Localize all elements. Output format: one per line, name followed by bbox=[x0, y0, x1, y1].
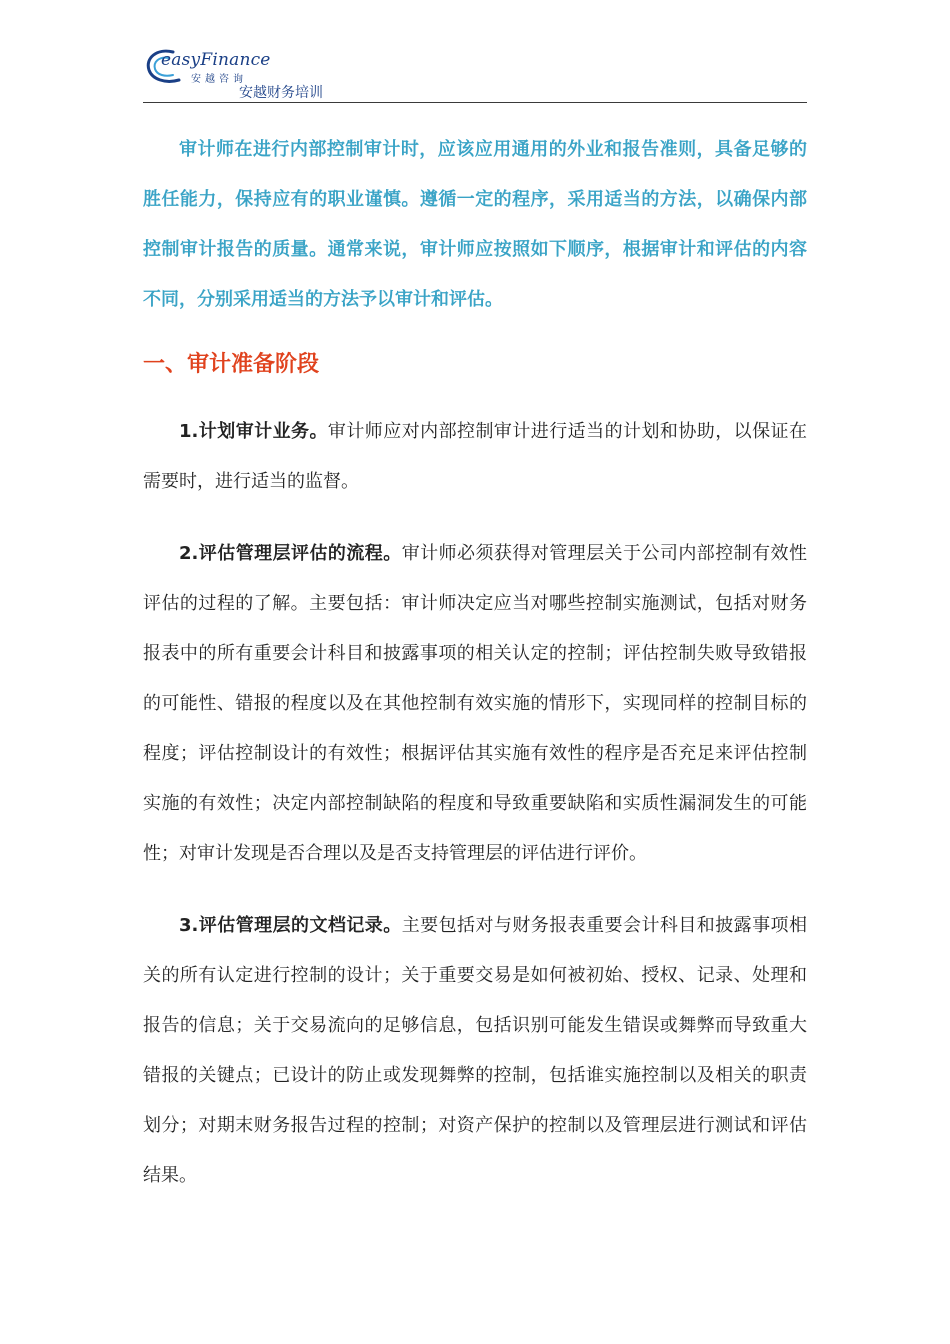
intro-paragraph: 审计师在进行内部控制审计时，应该应用通用的外业和报告准则，具备足够的胜任能力，保持应有的职业谨慎。遵循一定的程序，采用适当的方法，以确保内部控制审计报告的质量。通常来说，审计师应按照如下顺序，根据审计和评估的内容不同，分别采用适当的方法予以审计和评估。 bbox=[143, 139, 807, 310]
item-heading-1: 1.计划审计业务。 bbox=[179, 421, 328, 442]
item-paragraph-1 bbox=[143, 407, 807, 507]
document-body bbox=[143, 125, 807, 1201]
header-divider bbox=[143, 102, 807, 103]
item-text-1: 审计师应对内部控制审计进行适当的计划和协助，以保证在需要时，进行适当的监督。 bbox=[143, 421, 807, 492]
item-text-2: 审计师必须获得对管理层关于公司内部控制有效性评估的过程的了解。主要包括：审计师决定应当对哪些控制实施测试，包括对财务报表中的所有重要会计科目和披露事项的相关认定的控制；评估控制失败导致错报的可能性、错报的程度以及在其他控制有效实施的情形下，实现同样的控制目标的程度；评估控制设计的有效性；根据评估其实施有效性的程序是否充足来评估控制实施的有效性；决定内部控制缺陷的程度和导致重要缺陷和实质性漏洞发生的可能性；对审计发现是否合理以及是否支持管理层的评估进行评价。 bbox=[143, 543, 807, 864]
brand-cn-name: 安越咨询 bbox=[191, 74, 247, 85]
item-paragraph-2 bbox=[143, 529, 807, 879]
item-paragraph-3 bbox=[143, 901, 807, 1201]
item-heading-3: 3.评估管理层的文档记录。 bbox=[179, 915, 402, 936]
section-title: 一、审计准备阶段 bbox=[143, 352, 320, 377]
header-subtitle: 安越财务培训 bbox=[239, 85, 323, 101]
brand-name: easyFinance bbox=[161, 50, 271, 70]
item-text-3: 主要包括对与财务报表重要会计科目和披露事项相关的所有认定进行控制的设计；关于重要交易是如何被初始、授权、记录、处理和报告的信息；关于交易流向的足够信息，包括识别可能发生错误或舞弊而导致重大错报的关键点；已设计的防止或发现舞弊的控制，包括谁实施控制以及相关的职责划分；对期末财务报告过程的控制；对资产保护的控制以及管理层进行测试和评估结果。 bbox=[143, 915, 807, 1186]
item-heading-2: 2.评估管理层评估的流程。 bbox=[179, 543, 402, 564]
page-header bbox=[143, 40, 807, 104]
